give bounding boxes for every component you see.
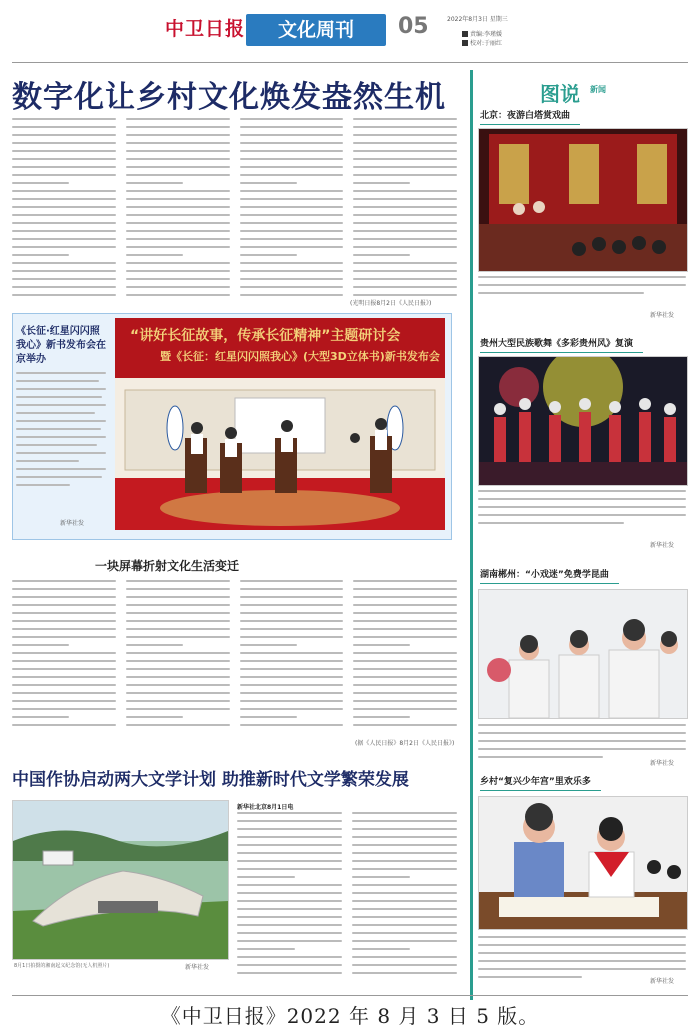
section-tab: 文化周刊 — [246, 14, 386, 46]
text-column — [240, 118, 344, 306]
screen-article-headline: 一块屏幕折射文化生活变迁 — [95, 559, 240, 573]
photo-kunqu-children — [478, 589, 688, 719]
masthead — [0, 0, 700, 62]
long-march-body — [16, 372, 106, 512]
photo-news-credit: 新华社发 — [650, 542, 675, 549]
editor-name: 责编:李瑾媛 — [462, 30, 502, 39]
photo-youth-palace — [478, 796, 688, 930]
writers-article-body — [237, 812, 457, 982]
photo-beijing-caption — [478, 276, 686, 306]
page-number: 05 — [398, 14, 429, 39]
text-column — [353, 580, 457, 735]
proofreader-name: 校对:于丽红 — [462, 39, 502, 48]
long-march-title: 《长征·红星闪闪照我心》新书发布会在京举办 — [16, 326, 106, 365]
page-footer: 《中卫日报》2022 年 8 月 3 日 5 版。 — [160, 1004, 540, 1028]
photo-guizhou-dance — [478, 356, 688, 486]
photo-news-subtitle: 新闻 — [590, 85, 606, 94]
text-column — [126, 580, 230, 735]
screen-article-body — [12, 580, 457, 735]
memorial-photo-caption: 8月1日拍摄的湘南起义纪念馆(无人机照片) — [14, 963, 110, 969]
photo-news-credit: 新华社发 — [650, 978, 675, 985]
photo-news-item-title: 湖南郴州：“小戏迷”免费学昆曲 — [480, 567, 609, 580]
memorial-photo-credit: 新华社发 — [185, 964, 210, 971]
editor-credits — [462, 30, 502, 48]
main-headline: 数字化让乡村文化焕发盎然生机 — [12, 80, 446, 115]
main-article-source: (光明日报8月2日《人民日报》) — [350, 300, 432, 307]
footer-divider — [12, 995, 688, 996]
text-column — [12, 580, 116, 735]
main-article-body — [12, 118, 457, 306]
screen-article-source: (据《人民日报》8月2日《人民日报》) — [355, 740, 455, 747]
masthead-divider — [12, 62, 688, 63]
photo-beijing-opera-graphic — [479, 129, 687, 271]
photo-news-credit: 新华社发 — [650, 312, 675, 319]
long-march-credit: 新华社发 — [60, 520, 85, 527]
photo-news-credit: 新华社发 — [650, 760, 675, 767]
writers-article-headline: 中国作协启动两大文学计划 助推新时代文学繁荣发展 — [12, 770, 409, 790]
writers-article-lead: 新华社北京8月1日电 — [237, 804, 294, 811]
text-column — [12, 118, 116, 306]
photo-news-item-title: 北京：夜游白塔赏戏曲 — [480, 108, 570, 121]
photo-guizhou-caption — [478, 490, 686, 536]
photo-youth-palace-graphic — [479, 797, 687, 929]
event-banner-line2: 暨《长征：红星闪闪照我心》(大型3D立体书)新书发布会 — [160, 350, 440, 363]
event-banner-line1: “讲好长征故事，传承长征精神”主题研讨会 — [130, 328, 401, 344]
photo-beijing-opera — [478, 128, 688, 272]
text-column — [352, 812, 457, 982]
memorial-photo-graphic — [13, 801, 228, 959]
issue-date: 2022年8月3日 星期三 — [447, 16, 508, 23]
text-column — [353, 118, 457, 306]
text-column — [126, 118, 230, 306]
photo-news-item-title: 乡村“复兴少年宫”里欢乐多 — [480, 774, 591, 787]
photo-news-title: 图说 — [540, 82, 580, 106]
newspaper-logo: 中卫日报 — [165, 18, 246, 40]
photo-news-item-title: 贵州大型民族歌舞《多彩贵州风》复演 — [480, 336, 633, 349]
text-column — [237, 812, 342, 982]
photo-kunqu-children-graphic — [479, 590, 687, 718]
memorial-photo — [12, 800, 229, 960]
text-column — [240, 580, 344, 735]
photo-guizhou-dance-graphic — [479, 357, 687, 485]
